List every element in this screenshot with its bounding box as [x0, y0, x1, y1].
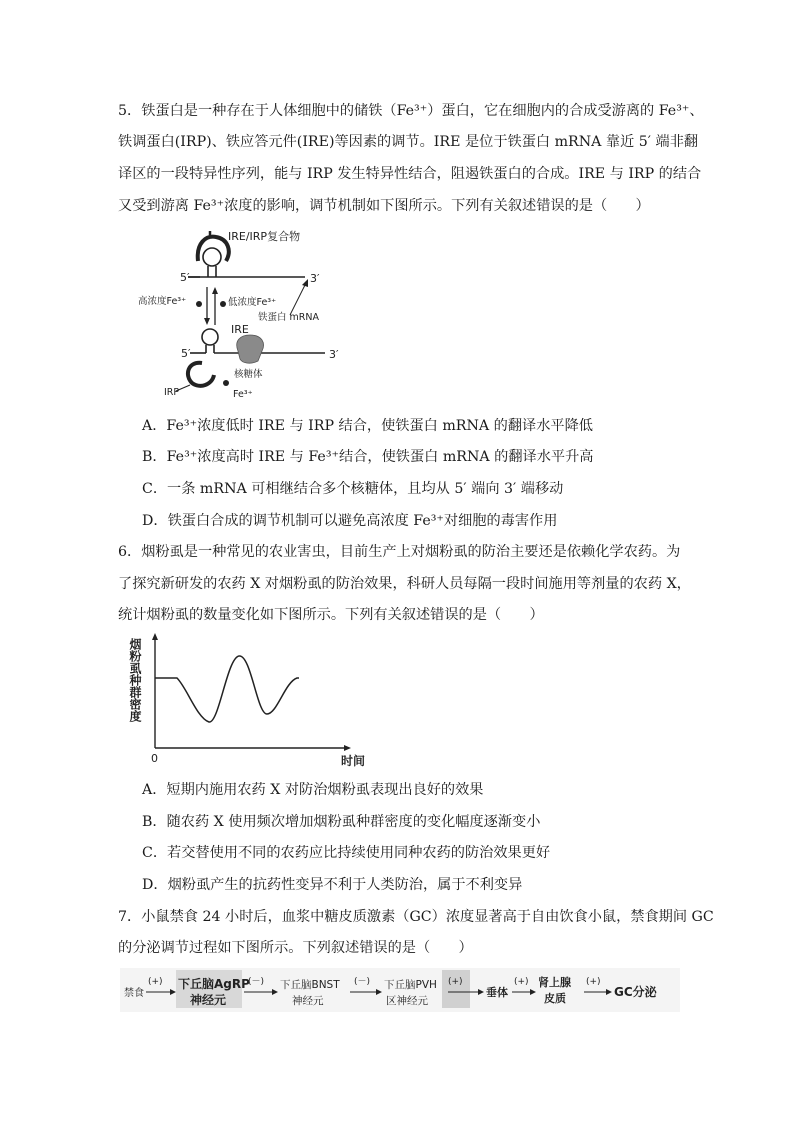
irp-icon — [188, 363, 214, 386]
flow-adrenal-2: 皮质 — [544, 992, 566, 1005]
density-curve — [155, 656, 299, 722]
plus-sign-4: (+) — [586, 977, 601, 987]
iron-regulation-diagram — [130, 225, 370, 405]
q7-line-1: 7．小鼠禁食 24 小时后，血浆中糖皮质激素（GC）浓度显著高于自由饮食小鼠，禁食期间 GC — [118, 909, 714, 925]
five-prime-upper: 5′ — [180, 271, 190, 284]
flow-gc: GC分泌 — [614, 985, 657, 999]
q6-option-c: C．若交替使用不同的农药应比持续使用同种农药的防治效果更好 — [142, 845, 551, 861]
origin-label: 0 — [151, 752, 158, 765]
q6-option-b: B．随农药 X 使用频次增加烟粉虱种群密度的变化幅度逐渐变小 — [142, 814, 541, 830]
low-fe-label: 低浓度Fe³⁺ — [228, 297, 277, 308]
q6-line-2: 了探究新研发的农药 X 对烟粉虱的防治效果，科研人员每隔一段时间施用等剂量的农药 X， — [118, 576, 691, 592]
q5-line-2: 铁调蛋白(IRP)、铁应答元件(IRE)等因素的调节。IRE 是位于铁蛋白 mRNA 靠近 5′ 端非翻 — [118, 134, 699, 150]
q6-option-a: A．短期内施用农药 X 对防治烟粉虱表现出良好的效果 — [142, 782, 484, 798]
q6-line-1: 6．烟粉虱是一种常见的农业害虫，目前生产上对烟粉虱的防治主要还是依赖化学农药。为 — [118, 544, 681, 560]
five-prime-lower: 5′ — [181, 347, 191, 360]
minus-sign-2: (－) — [354, 977, 371, 987]
flow-agrp-2: 神经元 — [190, 993, 227, 1007]
flow-bnst-1: 下丘脑BNST — [280, 979, 340, 991]
plus-sign-1: (+) — [148, 977, 163, 987]
flow-adrenal-1: 肾上腺 — [538, 976, 571, 989]
three-prime-upper: 3′ — [310, 272, 320, 285]
flow-agrp-1: 下丘脑AgRP — [178, 977, 250, 991]
y-axis-label: 烟粉虱种群密度 — [128, 638, 142, 722]
plus-sign-3: (+) — [514, 977, 529, 987]
population-density-graph — [125, 630, 395, 770]
q5-line-4: 又受到游离 Fe³⁺浓度的影响，调节机制如下图所示。下列有关叙述错误的是（ ） — [118, 198, 650, 214]
flow-bnst-2: 神经元 — [292, 995, 324, 1007]
complex-label: IRE/IRP复合物 — [228, 230, 301, 243]
minus-sign-1: (－) — [248, 977, 265, 987]
flow-pvh-1: 下丘脑PVH — [384, 979, 437, 991]
flow-pvh-2: 区神经元 — [386, 995, 428, 1007]
fe-label: Fe³⁺ — [233, 389, 253, 400]
q6-option-d: D．烟粉虱产生的抗药性变异不利于人类防治，属于不利变异 — [142, 877, 523, 893]
flow-pituitary: 垂体 — [486, 986, 508, 999]
q5-option-a: A．Fe³⁺浓度低时 IRE 与 IRP 结合，使铁蛋白 mRNA 的翻译水平降低 — [142, 418, 593, 434]
q6-line-3: 统计烟粉虱的数量变化如下图所示。下列有关叙述错误的是（ ） — [118, 607, 544, 623]
q5-option-d: D．铁蛋白合成的调节机制可以避免高浓度 Fe³⁺对细胞的毒害作用 — [142, 513, 558, 529]
q5-option-c: C．一条 mRNA 可相继结合多个核糖体，且均从 5′ 端向 3′ 端移动 — [142, 481, 564, 497]
ribosome-label: 核糖体 — [234, 369, 263, 380]
ribosome-icon — [237, 335, 264, 363]
q5-line-3: 译区的一段特异性序列，能与 IRP 发生特异性结合，阻遏铁蛋白的合成。IRE 与 IRP 的结合 — [118, 166, 702, 182]
q5-option-b: B．Fe³⁺浓度高时 IRE 与 Fe³⁺结合，使铁蛋白 mRNA 的翻译水平升高 — [142, 449, 594, 465]
ire-label: IRE — [231, 323, 249, 336]
x-axis-label: 时间 — [341, 754, 366, 768]
q5-line-1: 5．铁蛋白是一种存在于人体细胞中的储铁（Fe³⁺）蛋白，它在细胞内的合成受游离的 Fe³⁺、 — [118, 103, 704, 119]
three-prime-lower: 3′ — [329, 348, 339, 361]
mrna-label: 铁蛋白 mRNA — [258, 312, 319, 323]
irp-label: IRP — [164, 387, 180, 398]
gc-regulation-flowchart — [120, 966, 680, 1016]
high-fe-label: 高浓度Fe³⁺ — [138, 296, 187, 307]
q7-line-2: 的分泌调节过程如下图所示。下列叙述错误的是（ ） — [118, 940, 473, 956]
plus-sign-2: (+) — [448, 977, 463, 987]
flow-fasting: 禁食 — [124, 988, 144, 999]
